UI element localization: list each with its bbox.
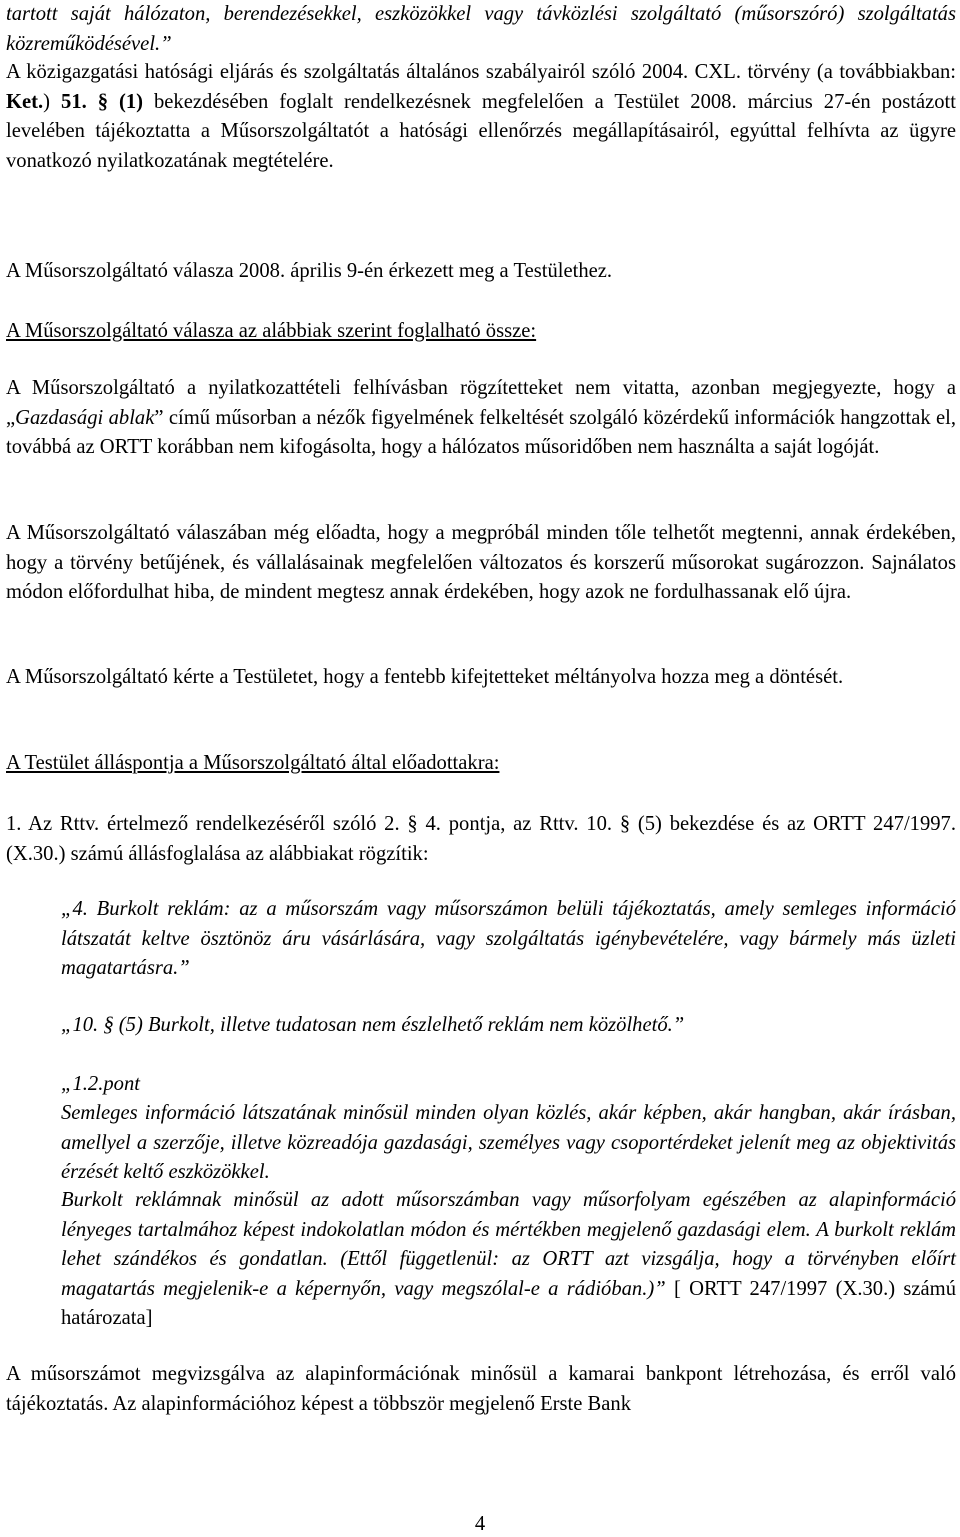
quote-12-p2-citation: [ ORTT 247/1997 (X.30.) számú határozata] <box>61 1277 956 1329</box>
ket-section-ref: 51. § (1) <box>61 90 144 113</box>
quote-point-12-p2 <box>61 1186 956 1334</box>
ket-abbrev: Ket. <box>6 90 44 113</box>
ket-part1: A közigazgatási hatósági eljárás és szolgáltatás általános szabályairól szóló 2004. CXL. törvény (a továbbiakban: <box>6 61 956 83</box>
reply-p1-part1: A Műsorszolgáltató a nyilatkozattételi felhívásban rögzítetteket nem vitatta, azonban megjegyezte, hogy a „ <box>6 377 956 429</box>
reply-paragraph-1 <box>6 374 956 463</box>
ket-part3: bekezdésében foglalt rendelkezésnek megfelelően a Testület 2008. március 27-én postázott levelében tájékoztatta a Műsorszolgáltatót a hatósági ellenőrzés megállapításairól, egyúttal felhívta az ügyre vonatkozó nyilatkozatának megtételére. <box>6 90 956 172</box>
point-1-paragraph: 1. Az Rttv. értelmező rendelkezéséről szóló 2. § 4. pontja, az Rttv. 10. § (5) bekezdése és az ORTT 247/1997. (X.30.) számú állásfoglalása az alábbiakat rögzítik: <box>6 813 956 865</box>
reply-p1-part2: ” című műsorban a nézők figyelmének felkeltését szolgáló közérdekű információk hangzottak el, továbbá az ORTT korábban nem kifogásolta, hogy a hálózatos műsoridőben nem használta a saját logóját. <box>6 406 956 458</box>
program-title: Gazdasági ablak <box>15 406 155 429</box>
intro-italic-paragraph: tartott saját hálózaton, berendezésekkel, eszközökkel vagy távközlési szolgáltató (műsorszóró) szolgáltatás közreműködésével.” <box>6 3 956 55</box>
reply-paragraph-2: A Műsorszolgáltató válaszában még előadta, hogy a megpróbál minden tőle telhetőt megtenni, annak érdekében, hogy a törvény betűjének, és vállalásainak megfelelően változatos és korszerű műsorokat sugározzon. Sajnálatos módon előfordulhat hiba, de mindent megtesz annak érdekében, hogy azok ne fordulhassanak elő újra. <box>6 522 956 603</box>
ket-paragraph <box>6 58 956 176</box>
quote-point-12-p1: Semleges információ látszatának minősül minden olyan közlés, akár képben, akár hangban, akár írásban, amellyel a szerzője, illetve közreadója gazdasági, személyes vagy csoportérdeket jelenít meg az objektivitás érzését keltő eszközökkel. <box>61 1102 956 1183</box>
position-heading: A Testület álláspontja a Műsorszolgáltató által előadottakra: <box>6 752 500 774</box>
reply-heading: A Műsorszolgáltató válasza az alábbiak szerint foglalható össze: <box>6 320 537 342</box>
quote-point-12-head: „1.2.pont <box>61 1073 140 1095</box>
ket-part2: ) <box>43 90 62 113</box>
quote-12-p2-italic: Burkolt reklámnak minősül az adott műsorszámban vagy műsorfolyam egészében az alapinformáció lényeges tartalmához képest indokolatlan módon és mértékben megjelenő gazdasági elem. A burkolt reklám lehet szándékos és gondatlan. (Ettől függetlenül: az ORTT azt vizsgálja, hogy a törvényben előírt magatartás megjelenik-e a képernyőn, vagy megszólal-e a rádióban.)” <box>61 1189 956 1300</box>
quote-definition-4: „4. Burkolt reklám: az a műsorszám vagy műsorszámon belüli tájékoztatás, amely semleges információ látszatát keltve ösztönöz áru vásárlására, vagy szolgáltatás igénybevételére, vagy bármely más üzleti magatartásra.” <box>61 898 956 979</box>
reply-date-paragraph: A Műsorszolgáltató válasza 2008. április 9-én érkezett meg a Testülethez. <box>6 260 613 282</box>
closing-paragraph: A műsorszámot megvizsgálva az alapinformációnak minősül a kamarai bankpont létrehozása, és erről való tájékoztatás. Az alapinformációhoz képest a többször megjelenő Erste Bank <box>6 1363 956 1415</box>
reply-paragraph-3: A Műsorszolgáltató kérte a Testületet, hogy a fentebb kifejtetteket méltányolva hozza meg a döntését. <box>6 666 844 688</box>
quote-section-10: „10. § (5) Burkolt, illetve tudatosan nem észlelhető reklám nem közölhető.” <box>61 1014 685 1036</box>
page-number: 4 <box>474 1513 486 1535</box>
